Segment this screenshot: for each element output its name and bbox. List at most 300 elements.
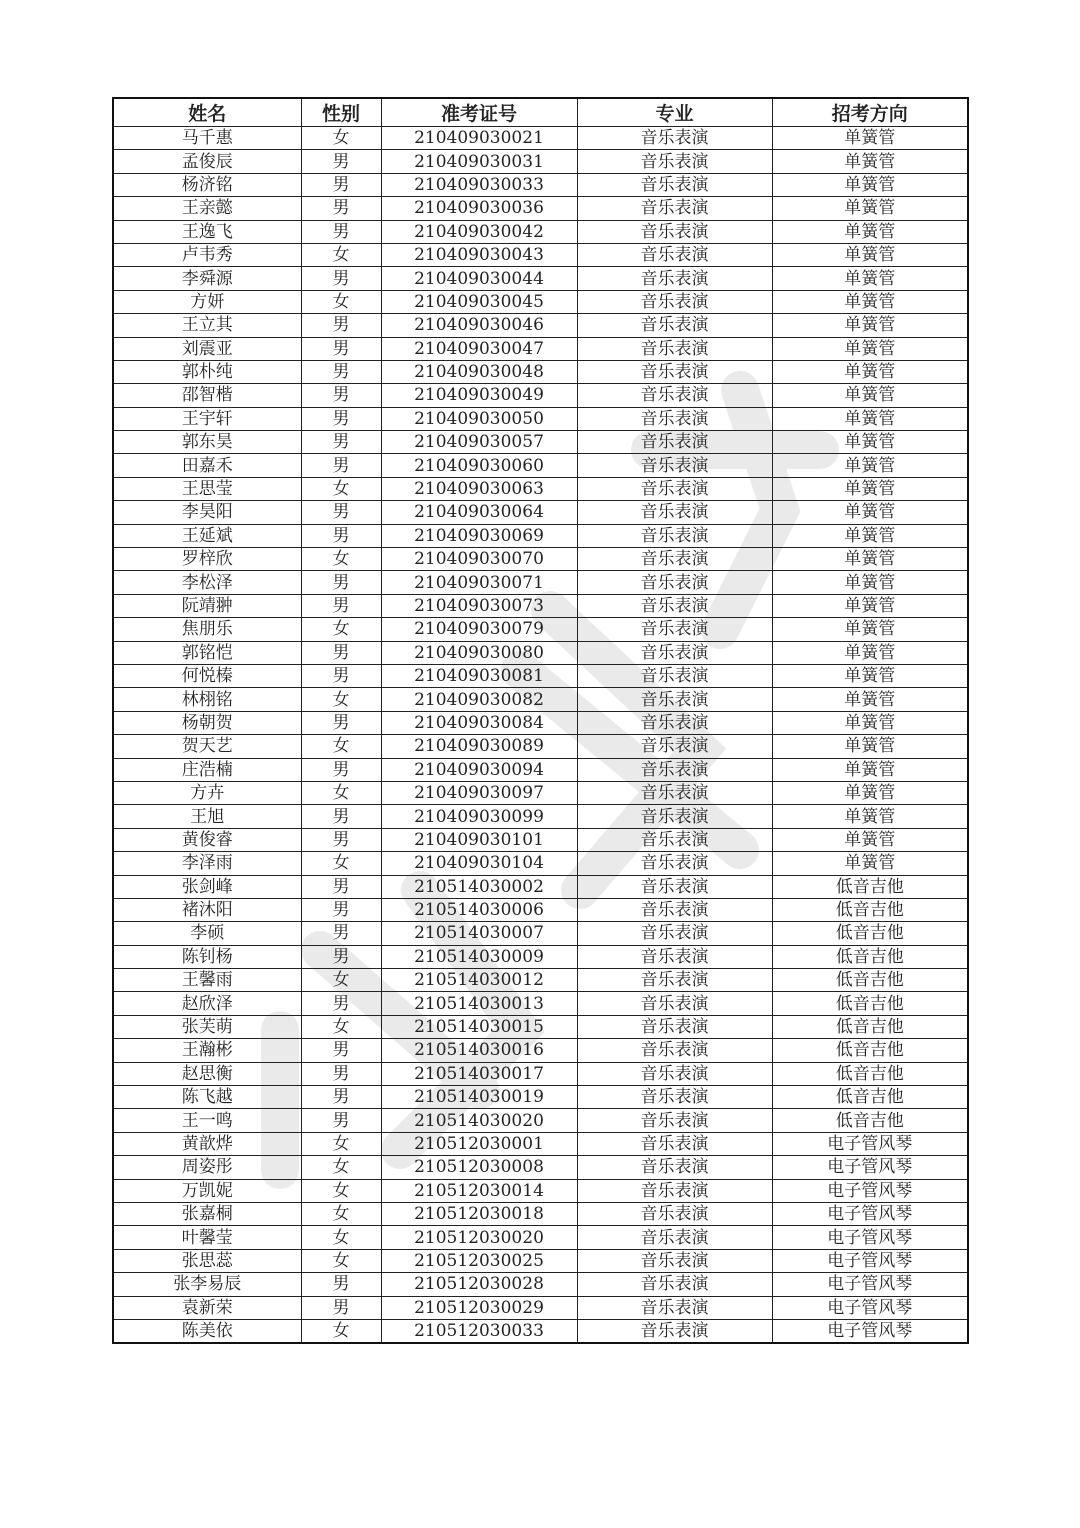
cell-exam-number: 210409030044 <box>381 267 577 290</box>
cell-exam-number: 210514030019 <box>381 1086 577 1109</box>
table-row <box>113 1132 968 1155</box>
cell-major: 音乐表演 <box>577 1015 772 1038</box>
cell-gender: 男 <box>301 337 381 360</box>
cell-name: 李舜源 <box>113 267 301 290</box>
cell-major: 音乐表演 <box>577 571 772 594</box>
cell-major: 音乐表演 <box>577 220 772 243</box>
cell-major: 音乐表演 <box>577 1249 772 1272</box>
cell-name: 黄歆烨 <box>113 1132 301 1155</box>
cell-major: 音乐表演 <box>577 337 772 360</box>
cell-major: 音乐表演 <box>577 1132 772 1155</box>
cell-major: 音乐表演 <box>577 711 772 734</box>
cell-major: 音乐表演 <box>577 594 772 617</box>
cell-gender: 女 <box>301 852 381 875</box>
cell-exam-number: 210409030033 <box>381 173 577 196</box>
cell-major: 音乐表演 <box>577 407 772 430</box>
cell-exam-number: 210512030025 <box>381 1249 577 1272</box>
cell-direction: 低音吉他 <box>772 898 968 921</box>
cell-name: 杨济铭 <box>113 173 301 196</box>
cell-direction: 低音吉他 <box>772 922 968 945</box>
cell-direction: 单簧管 <box>772 337 968 360</box>
cell-gender: 男 <box>301 945 381 968</box>
cell-gender: 女 <box>301 618 381 641</box>
table-row <box>113 337 968 360</box>
table-row <box>113 594 968 617</box>
table-row <box>113 735 968 758</box>
cell-gender: 男 <box>301 922 381 945</box>
cell-direction: 单簧管 <box>772 477 968 500</box>
cell-gender: 女 <box>301 1319 381 1343</box>
cell-major: 音乐表演 <box>577 1226 772 1249</box>
cell-name: 张李易辰 <box>113 1273 301 1296</box>
cell-major: 音乐表演 <box>577 127 772 150</box>
cell-direction: 单簧管 <box>772 618 968 641</box>
cell-exam-number: 210409030047 <box>381 337 577 360</box>
cell-name: 赵思衡 <box>113 1062 301 1085</box>
table-row <box>113 548 968 571</box>
cell-name: 周姿彤 <box>113 1156 301 1179</box>
cell-gender: 女 <box>301 243 381 266</box>
table-row <box>113 1226 968 1249</box>
table-row <box>113 969 968 992</box>
cell-major: 音乐表演 <box>577 290 772 313</box>
cell-name: 赵欣泽 <box>113 992 301 1015</box>
header-name: 姓名 <box>113 98 301 127</box>
cell-exam-number: 210409030073 <box>381 594 577 617</box>
cell-direction: 单簧管 <box>772 290 968 313</box>
cell-direction: 单簧管 <box>772 267 968 290</box>
cell-name: 何悦榛 <box>113 664 301 687</box>
table-row <box>113 1062 968 1085</box>
table-row <box>113 431 968 454</box>
cell-major: 音乐表演 <box>577 267 772 290</box>
cell-name: 褚沐阳 <box>113 898 301 921</box>
cell-exam-number: 210514030006 <box>381 898 577 921</box>
cell-exam-number: 210514030009 <box>381 945 577 968</box>
cell-gender: 男 <box>301 1086 381 1109</box>
cell-direction: 低音吉他 <box>772 1039 968 1062</box>
table-body <box>113 127 968 1344</box>
cell-name: 王逸飞 <box>113 220 301 243</box>
cell-major: 音乐表演 <box>577 454 772 477</box>
cell-gender: 男 <box>301 571 381 594</box>
cell-major: 音乐表演 <box>577 664 772 687</box>
cell-major: 音乐表演 <box>577 548 772 571</box>
cell-name: 卢韦秀 <box>113 243 301 266</box>
cell-direction: 电子管风琴 <box>772 1132 968 1155</box>
table-row <box>113 805 968 828</box>
cell-direction: 单簧管 <box>772 197 968 220</box>
cell-name: 陈美依 <box>113 1319 301 1343</box>
cell-direction: 单簧管 <box>772 173 968 196</box>
cell-direction: 单簧管 <box>772 758 968 781</box>
cell-gender: 男 <box>301 1273 381 1296</box>
cell-gender: 男 <box>301 407 381 430</box>
cell-name: 李硕 <box>113 922 301 945</box>
table-row <box>113 243 968 266</box>
table-row <box>113 945 968 968</box>
cell-gender: 男 <box>301 1039 381 1062</box>
cell-exam-number: 210409030057 <box>381 431 577 454</box>
cell-name: 方卉 <box>113 781 301 804</box>
table-row <box>113 360 968 383</box>
cell-major: 音乐表演 <box>577 969 772 992</box>
cell-major: 音乐表演 <box>577 1109 772 1132</box>
cell-exam-number: 210512030001 <box>381 1132 577 1155</box>
cell-gender: 男 <box>301 758 381 781</box>
table-row <box>113 1319 968 1343</box>
cell-major: 音乐表演 <box>577 1086 772 1109</box>
cell-gender: 男 <box>301 1296 381 1319</box>
cell-name: 张剑峰 <box>113 875 301 898</box>
cell-name: 万凯妮 <box>113 1179 301 1202</box>
cell-name: 王延斌 <box>113 524 301 547</box>
cell-exam-number: 210409030094 <box>381 758 577 781</box>
cell-exam-number: 210409030031 <box>381 150 577 173</box>
cell-exam-number: 210409030089 <box>381 735 577 758</box>
cell-exam-number: 210409030046 <box>381 314 577 337</box>
cell-major: 音乐表演 <box>577 828 772 851</box>
cell-direction: 电子管风琴 <box>772 1319 968 1343</box>
cell-gender: 女 <box>301 477 381 500</box>
cell-direction: 单簧管 <box>772 360 968 383</box>
cell-name: 郭东昊 <box>113 431 301 454</box>
cell-gender: 女 <box>301 1015 381 1038</box>
cell-exam-number: 210514030016 <box>381 1039 577 1062</box>
cell-exam-number: 210514030013 <box>381 992 577 1015</box>
cell-direction: 低音吉他 <box>772 1086 968 1109</box>
cell-name: 张嘉桐 <box>113 1202 301 1225</box>
cell-gender: 女 <box>301 688 381 711</box>
cell-major: 音乐表演 <box>577 618 772 641</box>
table-row <box>113 267 968 290</box>
table-row <box>113 1202 968 1225</box>
cell-direction: 电子管风琴 <box>772 1249 968 1272</box>
cell-gender: 女 <box>301 969 381 992</box>
cell-exam-number: 210409030104 <box>381 852 577 875</box>
cell-gender: 男 <box>301 173 381 196</box>
cell-gender: 女 <box>301 127 381 150</box>
table-row <box>113 173 968 196</box>
cell-major: 音乐表演 <box>577 1296 772 1319</box>
cell-exam-number: 210409030049 <box>381 384 577 407</box>
table-row <box>113 664 968 687</box>
table-row <box>113 290 968 313</box>
cell-name: 张思蕊 <box>113 1249 301 1272</box>
cell-direction: 单簧管 <box>772 220 968 243</box>
cell-exam-number: 210409030101 <box>381 828 577 851</box>
cell-gender: 女 <box>301 1179 381 1202</box>
table-row <box>113 220 968 243</box>
cell-gender: 女 <box>301 1156 381 1179</box>
table-row <box>113 1296 968 1319</box>
cell-gender: 男 <box>301 314 381 337</box>
cell-name: 王宇轩 <box>113 407 301 430</box>
cell-direction: 低音吉他 <box>772 1062 968 1085</box>
table-row <box>113 688 968 711</box>
table-row <box>113 922 968 945</box>
table-row <box>113 524 968 547</box>
cell-direction: 低音吉他 <box>772 1015 968 1038</box>
cell-gender: 女 <box>301 1226 381 1249</box>
cell-name: 李松泽 <box>113 571 301 594</box>
cell-exam-number: 210409030060 <box>381 454 577 477</box>
cell-exam-number: 210409030071 <box>381 571 577 594</box>
cell-name: 刘震亚 <box>113 337 301 360</box>
cell-major: 音乐表演 <box>577 852 772 875</box>
cell-exam-number: 210514030002 <box>381 875 577 898</box>
cell-exam-number: 210409030081 <box>381 664 577 687</box>
cell-major: 音乐表演 <box>577 945 772 968</box>
cell-exam-number: 210512030014 <box>381 1179 577 1202</box>
cell-gender: 女 <box>301 548 381 571</box>
cell-exam-number: 210409030080 <box>381 641 577 664</box>
cell-gender: 男 <box>301 220 381 243</box>
cell-direction: 单簧管 <box>772 571 968 594</box>
table-row <box>113 1249 968 1272</box>
cell-exam-number: 210409030048 <box>381 360 577 383</box>
cell-direction: 电子管风琴 <box>772 1273 968 1296</box>
table-row <box>113 1015 968 1038</box>
cell-name: 李泽雨 <box>113 852 301 875</box>
cell-name: 陈飞越 <box>113 1086 301 1109</box>
cell-direction: 单簧管 <box>772 711 968 734</box>
cell-name: 田嘉禾 <box>113 454 301 477</box>
cell-name: 袁新荣 <box>113 1296 301 1319</box>
header-exam-number: 准考证号 <box>381 98 577 127</box>
cell-direction: 电子管风琴 <box>772 1179 968 1202</box>
cell-direction: 单簧管 <box>772 524 968 547</box>
table-row <box>113 875 968 898</box>
table-header-row <box>113 98 968 127</box>
cell-major: 音乐表演 <box>577 735 772 758</box>
table-row <box>113 711 968 734</box>
cell-name: 王立其 <box>113 314 301 337</box>
cell-gender: 女 <box>301 781 381 804</box>
cell-gender: 男 <box>301 828 381 851</box>
cell-major: 音乐表演 <box>577 1156 772 1179</box>
cell-exam-number: 210512030029 <box>381 1296 577 1319</box>
cell-gender: 男 <box>301 1062 381 1085</box>
table-row <box>113 501 968 524</box>
cell-major: 音乐表演 <box>577 360 772 383</box>
table-row <box>113 454 968 477</box>
cell-direction: 低音吉他 <box>772 969 968 992</box>
cell-gender: 男 <box>301 454 381 477</box>
table-row <box>113 992 968 1015</box>
cell-direction: 低音吉他 <box>772 992 968 1015</box>
cell-direction: 低音吉他 <box>772 875 968 898</box>
cell-direction: 单簧管 <box>772 781 968 804</box>
cell-direction: 单簧管 <box>772 594 968 617</box>
cell-name: 黄俊睿 <box>113 828 301 851</box>
table-row <box>113 1273 968 1296</box>
cell-direction: 单簧管 <box>772 501 968 524</box>
table-row <box>113 641 968 664</box>
cell-major: 音乐表演 <box>577 805 772 828</box>
table-row <box>113 127 968 150</box>
cell-name: 陈钊杨 <box>113 945 301 968</box>
cell-major: 音乐表演 <box>577 477 772 500</box>
cell-gender: 女 <box>301 1132 381 1155</box>
cell-major: 音乐表演 <box>577 384 772 407</box>
cell-name: 孟俊辰 <box>113 150 301 173</box>
table-row <box>113 384 968 407</box>
cell-gender: 男 <box>301 641 381 664</box>
cell-gender: 男 <box>301 711 381 734</box>
cell-direction: 电子管风琴 <box>772 1226 968 1249</box>
cell-name: 庄浩楠 <box>113 758 301 781</box>
cell-gender: 男 <box>301 594 381 617</box>
cell-exam-number: 210409030084 <box>381 711 577 734</box>
table-row <box>113 1109 968 1132</box>
admission-roster-table <box>112 97 969 1344</box>
cell-direction: 电子管风琴 <box>772 1156 968 1179</box>
cell-major: 音乐表演 <box>577 898 772 921</box>
cell-name: 马千惠 <box>113 127 301 150</box>
cell-major: 音乐表演 <box>577 758 772 781</box>
cell-exam-number: 210514030015 <box>381 1015 577 1038</box>
table-row <box>113 1039 968 1062</box>
cell-major: 音乐表演 <box>577 501 772 524</box>
cell-exam-number: 210512030018 <box>381 1202 577 1225</box>
cell-exam-number: 210409030042 <box>381 220 577 243</box>
cell-major: 音乐表演 <box>577 1202 772 1225</box>
cell-gender: 女 <box>301 290 381 313</box>
cell-direction: 单簧管 <box>772 664 968 687</box>
cell-direction: 单簧管 <box>772 688 968 711</box>
cell-major: 音乐表演 <box>577 641 772 664</box>
cell-exam-number: 210409030069 <box>381 524 577 547</box>
cell-gender: 男 <box>301 431 381 454</box>
cell-gender: 女 <box>301 1202 381 1225</box>
cell-exam-number: 210409030082 <box>381 688 577 711</box>
cell-direction: 单簧管 <box>772 641 968 664</box>
cell-exam-number: 210409030050 <box>381 407 577 430</box>
cell-gender: 男 <box>301 875 381 898</box>
cell-major: 音乐表演 <box>577 1273 772 1296</box>
cell-name: 邵智楷 <box>113 384 301 407</box>
cell-direction: 单簧管 <box>772 127 968 150</box>
table-row <box>113 314 968 337</box>
cell-direction: 电子管风琴 <box>772 1296 968 1319</box>
cell-major: 音乐表演 <box>577 1179 772 1202</box>
cell-exam-number: 210409030021 <box>381 127 577 150</box>
cell-gender: 男 <box>301 360 381 383</box>
cell-major: 音乐表演 <box>577 781 772 804</box>
cell-exam-number: 210409030045 <box>381 290 577 313</box>
cell-gender: 男 <box>301 664 381 687</box>
cell-direction: 单簧管 <box>772 314 968 337</box>
cell-major: 音乐表演 <box>577 1062 772 1085</box>
cell-name: 郭铭恺 <box>113 641 301 664</box>
cell-major: 音乐表演 <box>577 524 772 547</box>
table-row <box>113 828 968 851</box>
cell-name: 王旭 <box>113 805 301 828</box>
cell-name: 王馨雨 <box>113 969 301 992</box>
cell-exam-number: 210512030028 <box>381 1273 577 1296</box>
cell-major: 音乐表演 <box>577 173 772 196</box>
cell-direction: 单簧管 <box>772 407 968 430</box>
cell-direction: 单簧管 <box>772 852 968 875</box>
table-row <box>113 852 968 875</box>
cell-major: 音乐表演 <box>577 431 772 454</box>
header-gender: 性别 <box>301 98 381 127</box>
cell-gender: 男 <box>301 384 381 407</box>
cell-gender: 女 <box>301 1249 381 1272</box>
cell-name: 叶馨莹 <box>113 1226 301 1249</box>
table-row <box>113 618 968 641</box>
cell-major: 音乐表演 <box>577 922 772 945</box>
table-row <box>113 571 968 594</box>
cell-direction: 单簧管 <box>772 548 968 571</box>
cell-direction: 低音吉他 <box>772 1109 968 1132</box>
cell-exam-number: 210514030020 <box>381 1109 577 1132</box>
table-row <box>113 197 968 220</box>
cell-gender: 男 <box>301 992 381 1015</box>
cell-name: 贺天艺 <box>113 735 301 758</box>
cell-major: 音乐表演 <box>577 1319 772 1343</box>
cell-name: 罗梓欣 <box>113 548 301 571</box>
cell-name: 杨朝贺 <box>113 711 301 734</box>
cell-major: 音乐表演 <box>577 197 772 220</box>
table-row <box>113 1156 968 1179</box>
cell-gender: 男 <box>301 898 381 921</box>
table-row <box>113 898 968 921</box>
cell-major: 音乐表演 <box>577 688 772 711</box>
table-row <box>113 781 968 804</box>
cell-direction: 单簧管 <box>772 805 968 828</box>
table-row <box>113 150 968 173</box>
cell-name: 王思莹 <box>113 477 301 500</box>
cell-gender: 男 <box>301 1109 381 1132</box>
cell-direction: 电子管风琴 <box>772 1202 968 1225</box>
cell-name: 阮靖翀 <box>113 594 301 617</box>
cell-exam-number: 210409030079 <box>381 618 577 641</box>
table-row <box>113 407 968 430</box>
table-row <box>113 1179 968 1202</box>
cell-direction: 单簧管 <box>772 243 968 266</box>
cell-name: 焦朋乐 <box>113 618 301 641</box>
cell-exam-number: 210409030043 <box>381 243 577 266</box>
cell-name: 林栩铭 <box>113 688 301 711</box>
cell-major: 音乐表演 <box>577 875 772 898</box>
cell-exam-number: 210514030012 <box>381 969 577 992</box>
cell-gender: 男 <box>301 501 381 524</box>
cell-exam-number: 210514030017 <box>381 1062 577 1085</box>
cell-gender: 男 <box>301 805 381 828</box>
cell-gender: 男 <box>301 150 381 173</box>
header-direction: 招考方向 <box>772 98 968 127</box>
cell-direction: 单簧管 <box>772 735 968 758</box>
cell-exam-number: 210409030097 <box>381 781 577 804</box>
cell-exam-number: 210409030036 <box>381 197 577 220</box>
cell-direction: 单簧管 <box>772 454 968 477</box>
cell-exam-number: 210409030064 <box>381 501 577 524</box>
cell-name: 王一鸣 <box>113 1109 301 1132</box>
cell-gender: 男 <box>301 267 381 290</box>
cell-gender: 男 <box>301 197 381 220</box>
cell-direction: 低音吉他 <box>772 945 968 968</box>
cell-exam-number: 210512030033 <box>381 1319 577 1343</box>
cell-exam-number: 210514030007 <box>381 922 577 945</box>
cell-gender: 女 <box>301 735 381 758</box>
cell-name: 李昊阳 <box>113 501 301 524</box>
cell-name: 方妍 <box>113 290 301 313</box>
cell-major: 音乐表演 <box>577 992 772 1015</box>
cell-major: 音乐表演 <box>577 243 772 266</box>
cell-name: 张芙萌 <box>113 1015 301 1038</box>
